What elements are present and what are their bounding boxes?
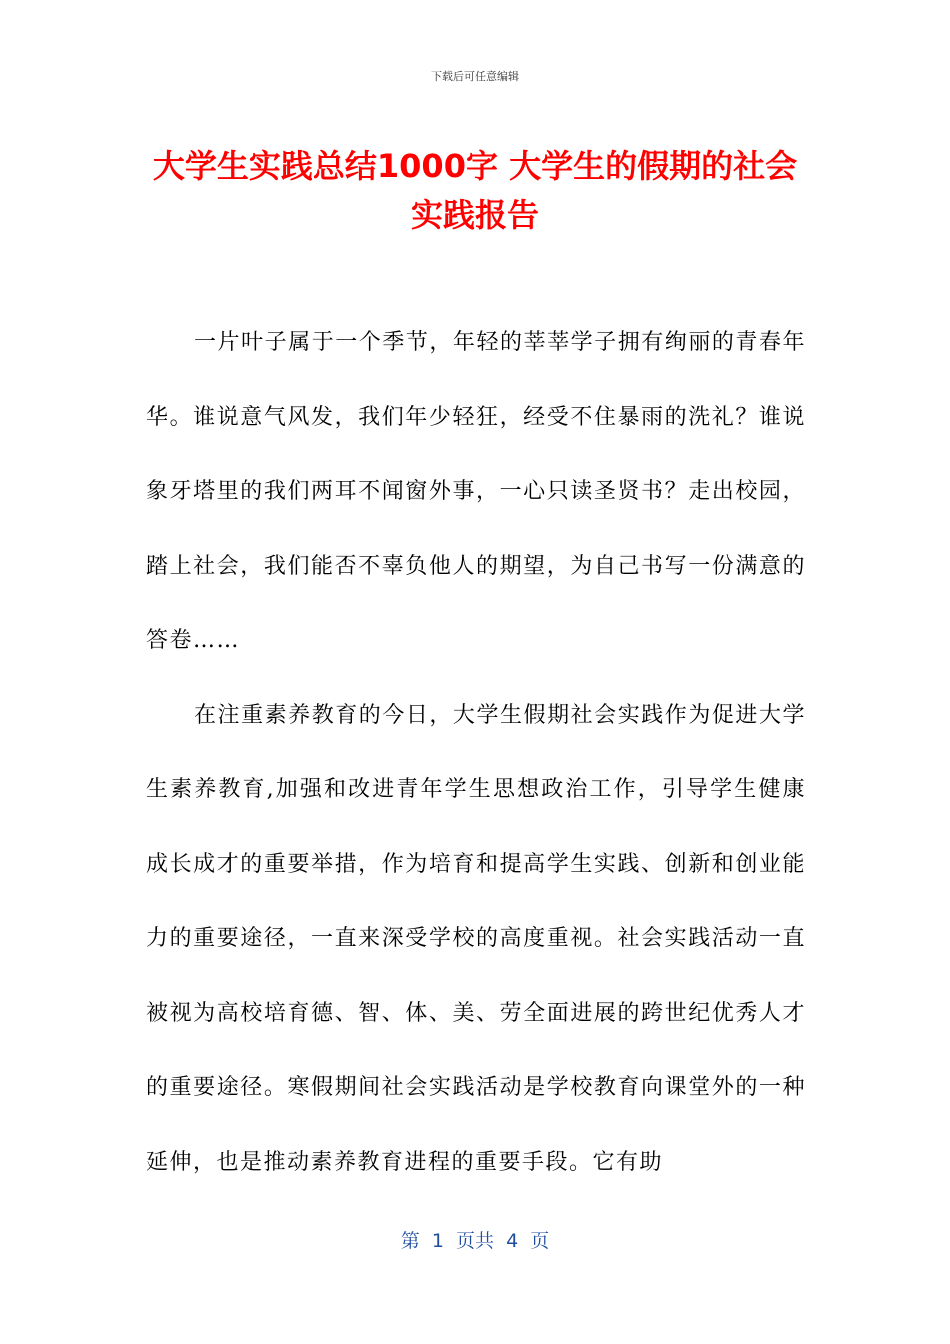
header-note: 下载后可任意编辑 (431, 70, 519, 83)
paragraph-1: 一片叶子属于一个季节，年轻的莘莘学子拥有绚丽的青春年华。谁说意气风发，我们年少轻狂，经受不住暴雨的洗礼？谁说象牙塔里的我们两耳不闻窗外事，一心只读圣贤书？走出校园，踏上社会，我们能否不辜负他人的期望，为自己书写一份满意的答卷…… (146, 330, 806, 653)
document-body (146, 306, 806, 1200)
page-number-footer: 第 1 页共 4 页 (400, 1230, 550, 1252)
document-title: 大学生实践总结1000字 大学生的假期的社会实践报告 (152, 147, 798, 234)
paragraph-2: 在注重素养教育的今日，大学生假期社会实践作为促进大学生素养教育,加强和改进青年学生思想政治工作，引导学生健康成长成才的重要举措，作为培育和提高学生实践、创新和创业能力的重要途径，一直来深受学校的高度重视。社会实践活动一直被视为高校培育德、智、体、美、劳全面进展的跨世纪优秀人才的重要途径。寒假期间社会实践活动是学校教育向课堂外的一种延伸，也是推动素养教育进程的重要手段。它有助 (146, 702, 806, 1175)
